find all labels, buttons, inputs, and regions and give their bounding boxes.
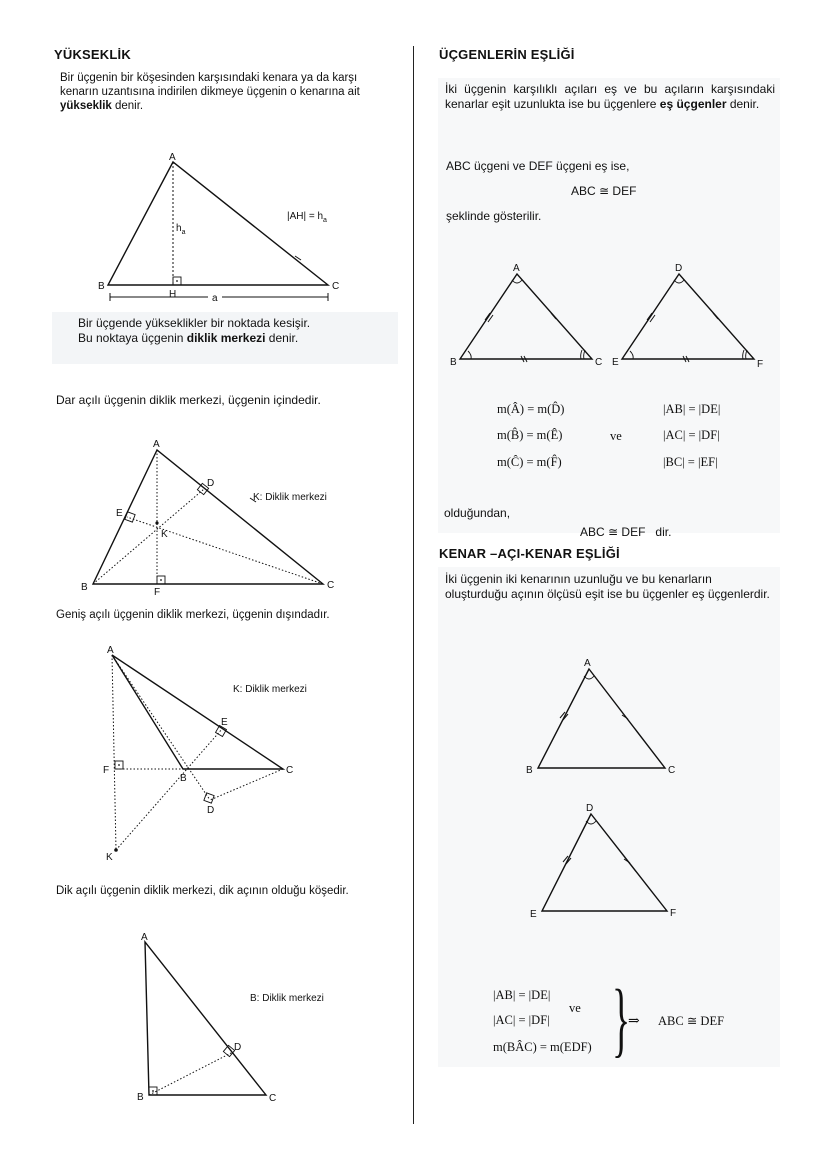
label-F: F xyxy=(757,359,764,370)
label-A: A xyxy=(584,658,591,669)
kak-triangle-abc xyxy=(520,655,700,775)
label-D: D xyxy=(586,803,594,814)
label-A: A xyxy=(141,932,148,943)
label-C: C xyxy=(668,765,676,776)
kak-triangle-def xyxy=(520,800,700,925)
label-D: D xyxy=(207,478,215,489)
congruence-definition: İki üçgenin karşılıklı açıları eş ve bu açıların karşısındaki kenarlar eşit uzunlukta ise bu üçgenlere eş üçgenler denir. xyxy=(445,82,775,111)
since-text: olduğundan, xyxy=(444,506,511,520)
kak-ve: ve xyxy=(569,1001,581,1015)
right-text: Dik açılı üçgenin diklik merkezi, dik açının olduğu köşedir. xyxy=(56,885,349,897)
side-equality-2: |AC| = |DF| xyxy=(663,428,720,442)
implies-arrow: ⇒ xyxy=(628,1014,640,1029)
label-E: E xyxy=(612,357,619,368)
label-C: C xyxy=(327,580,335,591)
acute-triangle-figure xyxy=(80,438,400,603)
label-A: A xyxy=(169,152,176,163)
kak-cond-1: |AB| = |DE| xyxy=(493,988,551,1002)
label-E: E xyxy=(116,508,123,519)
label-C: C xyxy=(595,357,603,368)
label-D: D xyxy=(675,263,683,274)
conclusion-text: ABC ≅ DEF dir. xyxy=(580,525,672,539)
right-brace: } xyxy=(612,973,631,1066)
acute-orthocenter-label: K: Diklik merkezi xyxy=(253,492,327,503)
label-A: A xyxy=(513,263,520,274)
congruence-intro: ABC üçgeni ve DEF üçgeni eş ise, xyxy=(446,159,630,173)
congruence-notation: ABC ≅ DEF xyxy=(571,184,637,198)
right-orthocenter-label: B: Diklik merkezi xyxy=(250,993,324,1004)
label-A: A xyxy=(153,439,160,450)
angle-equality-3: m(Ĉ) = m(F̂) xyxy=(497,455,562,469)
label-h: $h_a$ xyxy=(176,223,186,236)
obtuse-triangle-figure xyxy=(100,645,400,867)
side-equality-1: |AB| = |DE| xyxy=(663,402,721,416)
label-B: B xyxy=(450,357,457,368)
label-a: a xyxy=(212,293,218,304)
label-C: C xyxy=(286,765,294,776)
kak-result: ABC ≅ DEF xyxy=(658,1014,725,1028)
label-K: K xyxy=(106,852,113,863)
ve-label: ve xyxy=(610,429,622,443)
label-C: C xyxy=(332,281,340,292)
section-title-yukseklik: YÜKSEKLİK xyxy=(54,47,131,62)
label-E: E xyxy=(530,909,537,920)
congruence-shown: şeklinde gösterilir. xyxy=(446,209,542,223)
label-F: F xyxy=(670,908,677,919)
congruent-triangles-figure xyxy=(450,262,770,377)
obtuse-orthocenter-label: K: Diklik merkezi xyxy=(233,684,307,695)
label-B: B xyxy=(98,281,105,292)
label-B: B xyxy=(137,1092,144,1103)
orthocenter-note-line2: Bu noktaya üçgenin diklik merkezi denir. xyxy=(78,331,299,345)
angle-equality-1: m(Â) = m(D̂) xyxy=(497,402,565,416)
acute-text: Dar açılı üçgenin diklik merkezi, üçgenin içindedir. xyxy=(56,393,321,407)
orthocenter-note-line1: Bir üçgende yükseklikler bir noktada kesişir. xyxy=(78,316,311,330)
label-B: B xyxy=(526,765,533,776)
label-D: D xyxy=(207,805,215,816)
label-B: B xyxy=(81,582,88,593)
label-C: C xyxy=(269,1093,277,1104)
label-A: A xyxy=(107,645,114,656)
label-F: F xyxy=(154,587,161,598)
angle-equality-2: m(B̂) = m(Ê) xyxy=(497,428,563,442)
label-F: F xyxy=(103,765,110,776)
section-title-congruence: ÜÇGENLERİN EŞLİĞİ xyxy=(439,47,575,62)
kak-definition: İki üçgenin iki kenarının uzunluğu ve bu kenarların oluşturduğu açının ölçüsü eşit ise bu üçgenler eş üçgenlerdir. xyxy=(445,572,770,601)
kak-cond-3: m(BÂC) = m(EDF) xyxy=(493,1040,592,1054)
kak-cond-2: |AC| = |DF| xyxy=(493,1013,550,1027)
altitude-formula: $|AH| = h_a$ xyxy=(287,211,327,224)
yukseklik-definition: Bir üçgenin bir köşesinden karşısındaki kenara ya da karşı kenarın uzantısına indirilen dikmeye üçgenin o kenarına ait yükseklik denir. xyxy=(60,72,360,112)
label-D: D xyxy=(234,1042,242,1053)
side-equality-3: |BC| = |EF| xyxy=(663,455,718,469)
altitude-figure xyxy=(90,148,390,313)
label-B: B xyxy=(180,773,187,784)
section-title-kak: KENAR –AÇI-KENAR EŞLİĞİ xyxy=(439,546,620,561)
right-triangle-figure xyxy=(135,930,395,1105)
column-divider xyxy=(413,46,414,1124)
label-E: E xyxy=(221,717,228,728)
obtuse-text: Geniş açılı üçgenin diklik merkezi, üçgenin dışındadır. xyxy=(56,609,330,621)
label-H: H xyxy=(169,289,177,300)
label-K: K xyxy=(161,529,168,540)
